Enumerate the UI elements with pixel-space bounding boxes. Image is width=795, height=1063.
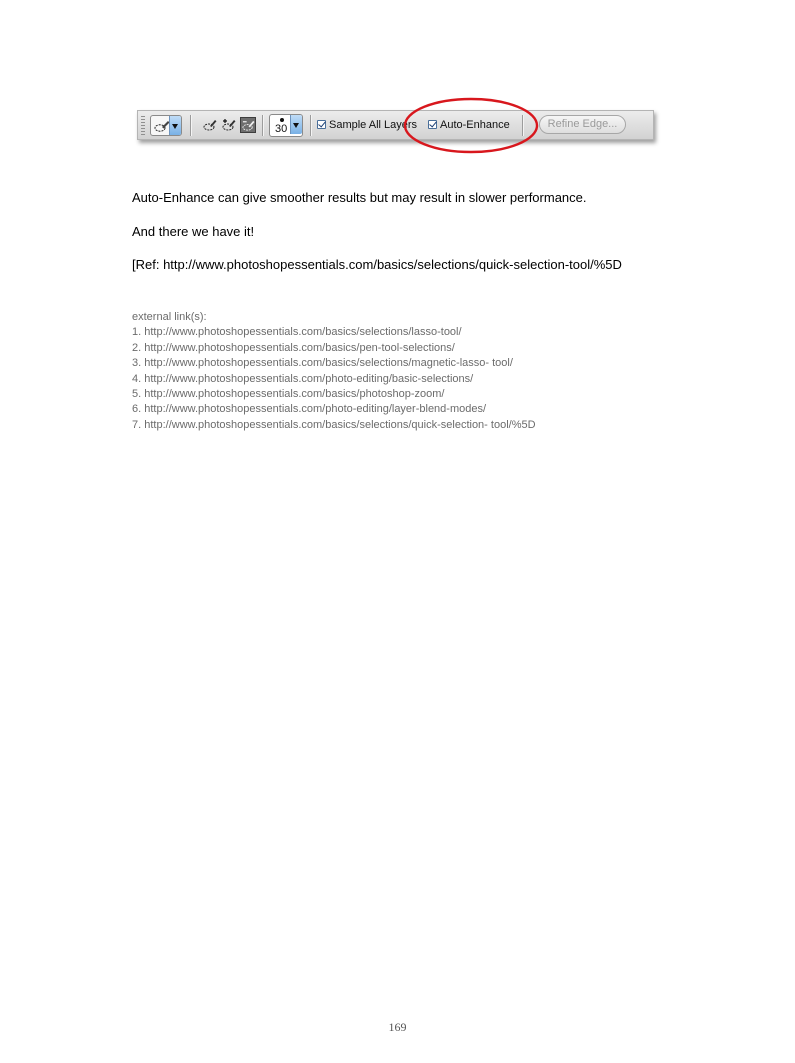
- body-paragraph: Auto-Enhance can give smoother results but may result in slower performance.: [132, 190, 587, 205]
- separator: [262, 115, 264, 136]
- chevron-down-icon[interactable]: [290, 115, 302, 134]
- options-bar-screenshot: [137, 110, 654, 140]
- toolbar-grip[interactable]: [141, 116, 145, 135]
- brush-size-value: 30: [275, 123, 288, 135]
- external-links-heading: external link(s):: [132, 311, 207, 323]
- separator: [310, 115, 312, 136]
- external-link[interactable]: 6. http://www.photoshopessentials.com/photo-editing/layer-blend-modes/: [132, 403, 487, 416]
- highlight-ellipse: [403, 97, 539, 154]
- refine-edge-button[interactable]: Refine Edge...: [539, 115, 626, 134]
- external-link[interactable]: 1. http://www.photoshopessentials.com/basics/selections/lasso-tool/: [132, 326, 462, 339]
- chevron-down-icon[interactable]: [169, 116, 181, 135]
- external-link[interactable]: 3. http://www.photoshopessentials.com/basics/selections/magnetic-lasso- tool/: [132, 357, 513, 370]
- body-paragraph: And there we have it!: [132, 224, 255, 239]
- quick-selection-brush-icon: [154, 119, 170, 133]
- external-link[interactable]: 2. http://www.photoshopessentials.com/basics/pen-tool-selections/: [132, 341, 455, 354]
- page-number: 169: [388, 1020, 407, 1034]
- external-link[interactable]: 5. http://www.photoshopessentials.com/basics/photoshop-zoom/: [132, 388, 445, 401]
- separator: [190, 115, 192, 136]
- new-selection-mode-icon[interactable]: [202, 117, 218, 133]
- subtract-from-selection-mode-icon[interactable]: [240, 117, 256, 133]
- tool-preset-picker[interactable]: [150, 115, 182, 136]
- external-link[interactable]: 7. http://www.photoshopessentials.com/basics/selections/quick-selection- tool/%5D: [132, 418, 536, 431]
- brush-tip-icon: [280, 118, 284, 122]
- add-to-selection-mode-icon[interactable]: [221, 117, 237, 133]
- sample-all-layers-label: Sample All Layers: [329, 119, 418, 131]
- auto-enhance-label: Auto-Enhance: [440, 119, 510, 131]
- reference-paragraph: [Ref: http://www.photoshopessentials.com/basics/selections/quick-selection-tool/%5D: [132, 257, 622, 272]
- brush-size-picker[interactable]: [269, 114, 303, 137]
- sample-all-layers-checkbox[interactable]: [317, 120, 326, 129]
- external-link[interactable]: 4. http://www.photoshopessentials.com/photo-editing/basic-selections/: [132, 372, 474, 385]
- external-links-list: [132, 310, 536, 433]
